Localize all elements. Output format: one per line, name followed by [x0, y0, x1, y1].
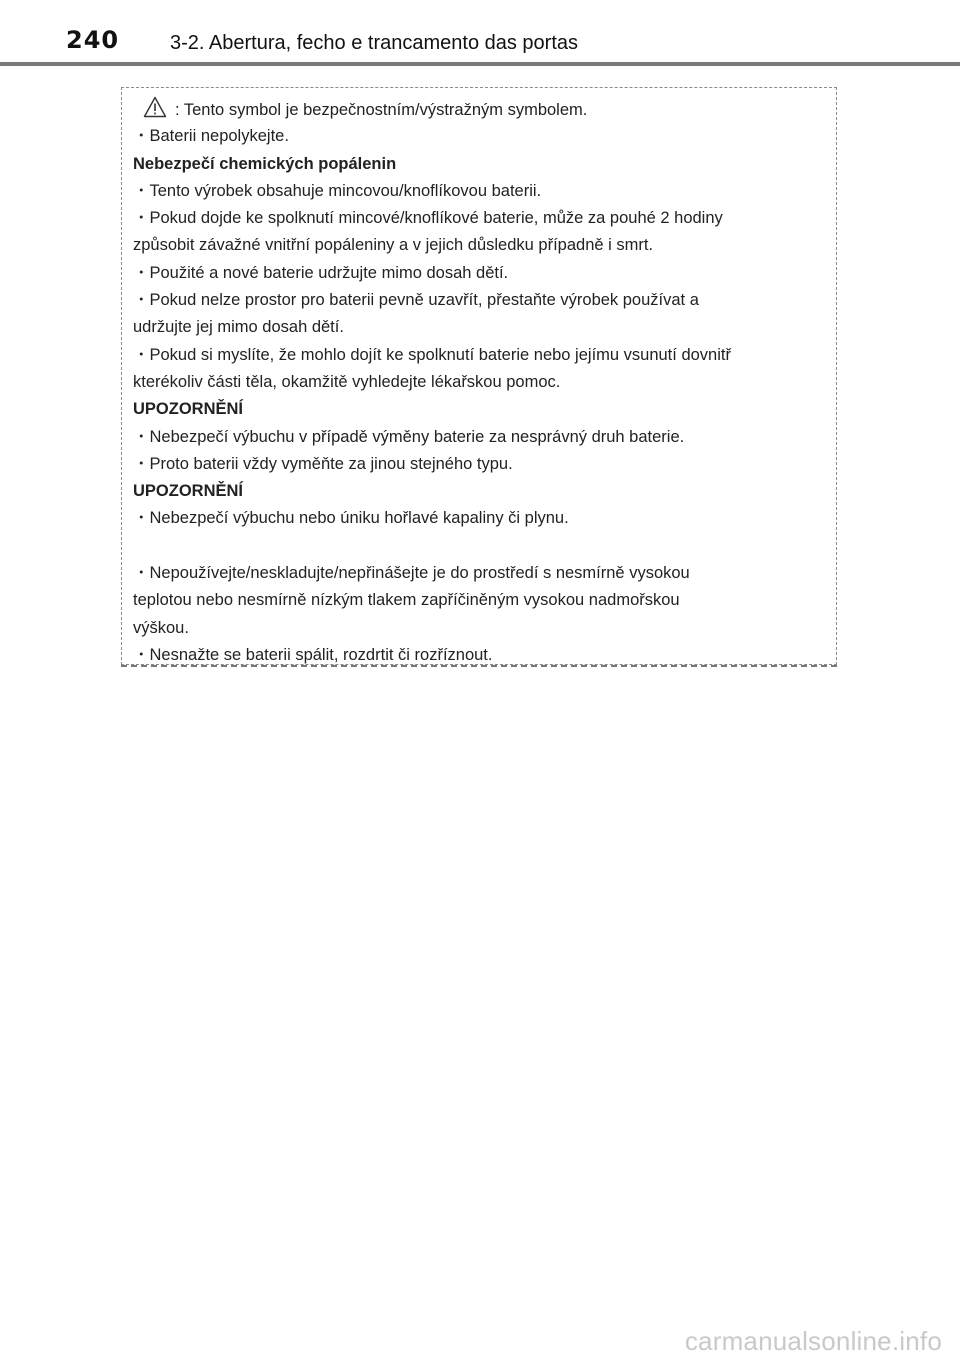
- warning-line: způsobit závažné vnitřní popáleniny a v jejich důsledku případně i smrt.: [133, 236, 654, 255]
- blank-line: [133, 533, 828, 560]
- warning-line: ・Nebezpečí výbuchu nebo úniku hořlavé kapaliny či plynu.: [133, 509, 569, 528]
- box-bottom-divider: [121, 663, 837, 667]
- warning-line: ・Pokud si myslíte, že mohlo dojít ke spolknutí baterie nebo jejímu vsunutí dovnitř: [133, 345, 731, 364]
- warning-line: ・Nesnažte se baterii spálit, rozdrtit či rozříznout.: [133, 645, 493, 664]
- warning-line: ・Proto baterii vždy vyměňte za jinou stejného typu.: [133, 454, 513, 473]
- watermark: carmanualsonline.info: [684, 1326, 942, 1356]
- page-header: [0, 0, 960, 70]
- header-divider: [0, 62, 960, 66]
- warning-line: ・Tento výrobek obsahuje mincovou/knoflíkovou baterii.: [133, 181, 542, 200]
- warning-line: ・Pokud nelze prostor pro baterii pevně uzavřít, přestaňte výrobek používat a: [133, 291, 699, 310]
- warning-line: udržujte jej mimo dosah dětí.: [133, 318, 344, 337]
- warning-line: ・Baterii nepolykejte.: [133, 127, 289, 146]
- warning-line: teplotou nebo nesmírně nízkým tlakem zapříčiněným vysokou nadmořskou: [133, 591, 680, 610]
- warning-heading: UPOZORNĚNÍ: [133, 400, 244, 419]
- warning-heading: Nebezpečí chemických popálenin: [133, 154, 397, 173]
- warning-line: ・Pokud dojde ke spolknutí mincové/knoflíkové baterie, může za pouhé 2 hodiny: [133, 209, 723, 228]
- page-number: 240: [66, 26, 120, 54]
- warning-box: [121, 87, 837, 665]
- warning-heading: UPOZORNĚNÍ: [133, 482, 244, 501]
- section-title: 3-2. Abertura, fecho e trancamento das portas: [170, 32, 579, 54]
- warning-line: ・Použité a nové baterie udržujte mimo dosah dětí.: [133, 263, 509, 282]
- symbol-line: [133, 96, 828, 123]
- warning-text: [133, 96, 828, 669]
- symbol-description: : Tento symbol je bezpečnostním/výstražným symbolem.: [175, 101, 588, 119]
- warning-line: ・Nepoužívejte/neskladujte/nepřinášejte je do prostředí s nesmírně vysokou: [133, 564, 690, 583]
- warning-line: kterékoliv části těla, okamžitě vyhledejte lékařskou pomoc.: [133, 372, 561, 391]
- warning-triangle-icon: [143, 96, 167, 118]
- warning-line: ・Nebezpečí výbuchu v případě výměny baterie za nesprávný druh baterie.: [133, 427, 685, 446]
- warning-line: výškou.: [133, 618, 189, 637]
